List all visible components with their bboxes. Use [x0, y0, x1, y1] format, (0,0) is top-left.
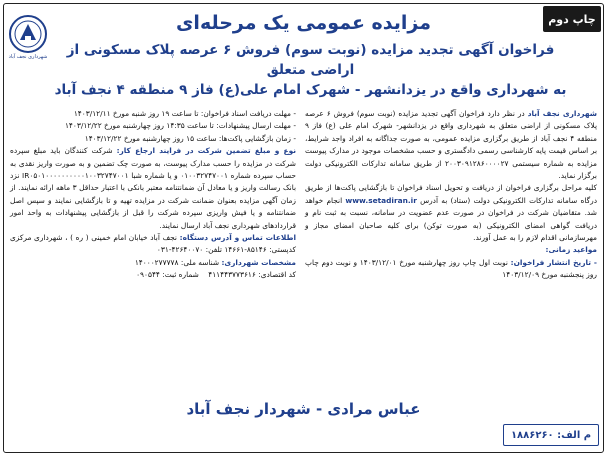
publish-label: - تاریخ انتشار فراخوان:	[510, 257, 597, 267]
contact-text: نجف آباد خیابان امام خمینی ( ره ) ، شهرداری مرکزی کدپستی: ۸۵۱۴۶-۱۴۶۶۱ تلفن: ۴۲۶۴۰۰۷۰-۰۳۱	[10, 233, 296, 255]
contact-heading: اطلاعات تماس و آدرس دستگاه:	[179, 233, 296, 243]
setad-link[interactable]: www.setadiran.ir	[345, 195, 417, 205]
paragraph-1: در نظر دارد فراخوان آگهی تجدید مزایده (نوبت سوم) فروش ۶ عرصه پلاک مسکونی از اراضی متعلق به شهرداری واقع در یزدانشهر- شهرک امام علی (ع) فاز ۹ منطقه ۴ نجف آباد از طریق برگزاری مزایده عمومی، به صورت جداگانه به افراد واجد شرایط، بر اساس قیمت پایه کارشناسی رسمی دادگستری و حسب مشخصات موجود در مدارک پیوست مزایده به شماره سیستمی ۲۰۰۳۰۹۱۲۸۶۰۰۰۰۲۷ از طریق سامانه تدارکات الکترونیکی دولت برگزار نماید.	[305, 109, 597, 181]
paragraph-2b: انجام خواهد شد. متقاضیان شرکت در فراخوان در صورت عدم عضویت در سامانه، نسبت به ثبت نام و دریافت گواهی امضای الکترونیکی (به صورت توکن) برای کلیه صاحبان امضای مجاز و مهرسازمانی اقدام لازم را به عمل آورند.	[305, 195, 597, 243]
dates-heading: مواعید زمانی:	[545, 245, 597, 255]
deadline-docs: تا ساعت ۱۹ روز شنبه مورخ ۱۴۰۳/۱۲/۱۱	[73, 109, 199, 118]
logo-caption: شهرداری نجف آباد	[8, 54, 48, 60]
emblem-icon	[8, 14, 48, 54]
economic-code: کد اقتصادی: ۴۱۱۴۴۳۷۷۳۶۱۶	[208, 270, 296, 280]
national-id: شناسه ملی: ۱۴۰۰۰۲۷۷۷۷۸	[134, 257, 220, 267]
reference-number: م الف: ۱۸۸۶۲۶۰	[503, 424, 599, 446]
ad-subtitle	[44, 40, 577, 100]
deadline-submit-label: - مهلت ارسال پیشنهادات:	[216, 121, 296, 131]
deadline-docs-label: - مهلت دریافت اسناد فراخوان:	[200, 109, 296, 118]
issuer-name: شهرداری نجف آباد	[527, 109, 598, 118]
guarantee-text: شرکت کنندگان باید مبلغ سپرده شرکت در مزایده را حسب مدارک پیوست، به صورت چک تضمین و به صورت واریز نقدی به حساب سپرده شماره ۰۱۰۰۳۲۷۴۷۰۰۱ و یا شماره شبا IR۰۵۰۱۰۰۰۰۰۰۰۰۰۰۱۰۰۳۲۷۴۷۰۰۱ نزد بانک رسالت واریز و یا معادل آن ضمانتنامه معتبر بانکی با اعتبار حداقل ۳ ماهه ارائه نمایند. از زمان آگهی مزایده بعنوان ضمانت شرکت در مزایده تهیه و تا بازگشایی نمایند و سپس اصل ضمانتنامه و یا فیش واریزی سپرده شرکت را قبل از بازگشایی پیشنهادات به واحد امور قراردادهای شهرداری نجف آباد ارسال نمایند.	[10, 146, 296, 230]
id-heading: مشخصات شهرداری:	[221, 257, 296, 267]
ad-title: مزایده عمومی یک مرحله‌ای	[176, 12, 431, 34]
deadline-submit: تا ساعت ۱۴:۳۵ روز چهارشنبه مورخ ۱۴۰۳/۱۲/۲۲	[64, 121, 214, 131]
print-edition-badge: چاپ دوم	[543, 6, 601, 32]
subtitle-line-2: به شهرداری واقع در یزدانشهر - شهرک امام علی(ع) فاز ۹ منطقه ۴ نجف آباد	[54, 82, 567, 98]
paragraph-2a: کلیه مراحل برگزاری فراخوان از دریافت و تحویل اسناد فراخوان تا بازگشایی پاکت‌ها از طریق درگاه سامانه تدارکات الکترونیکی دولت (ستاد) به آدرس	[305, 183, 597, 205]
signature: عباس مرادی - شهردار نجف آباد	[186, 400, 421, 418]
publish-text: نوبت اول چاپ روز چهارشنبه مورخ ۱۴۰۳/۱۲/۰۱ و نوبت دوم چاپ روز پنجشنبه مورخ ۱۴۰۳/۱۲/۰۹	[305, 257, 597, 280]
subtitle-line-1: فراخوان آگهی تجدید مزایده (نوبت سوم) فروش ۶ عرصه پلاک مسکونی از اراضی متعلق	[66, 42, 555, 78]
guarantee-heading: نوع و مبلغ تضمین شرکت در فرایند ارجاع کار:	[116, 146, 296, 156]
opening-label: - زمان بازگشایی پاکت‌ها:	[218, 133, 296, 143]
municipality-logo	[7, 14, 49, 68]
registration-number: شماره ثبت: ۰۹۰۵۴۴	[136, 270, 199, 280]
right-column	[305, 108, 597, 282]
opening-time: ساعت ۱۵ روز چهارشنبه مورخ ۱۴۰۳/۱۲/۲۲	[84, 133, 217, 143]
left-column	[10, 108, 296, 282]
